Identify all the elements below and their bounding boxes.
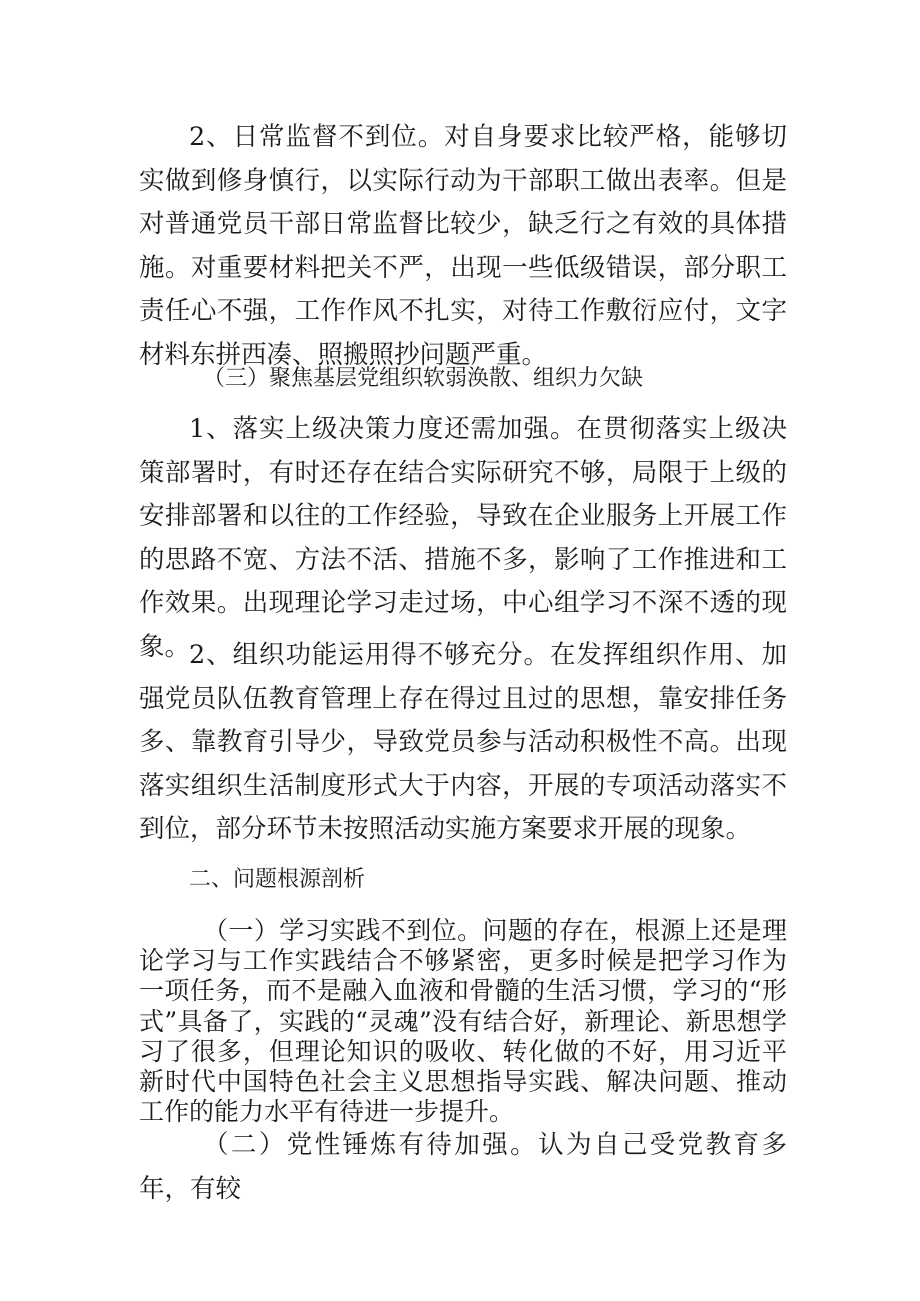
paragraph-organization-function: 2、组织功能运用得不够充分。在发挥组织作用、加强党员队伍教育管理上存在得过且过的思想，靠安排任务多、靠教育引导少，导致党员参与活动积极性不高。出现落实组织生活制度形式大于内容，开展的专项活动落实不到位，部分环节未按照活动实施方案要求开展的现象。 xyxy=(139,640,787,844)
paragraph-study-practice: （一）学习实践不到位。问题的存在，根源上还是理论学习与工作实践结合不够紧密，更多时候是把学习作为一项任务，而不是融入血液和骨髓的生活习惯，学习的“形式”具备了，实践的“灵魂”没有结合好，新理论、新思想学习了很多，但理论知识的吸收、转化做的不好，用习近平新时代中国特色社会主义思想指导实践、解决问题、推动工作的能力水平有待进一步提升。 xyxy=(139,916,787,1127)
paragraph-party-spirit: （二）党性锤炼有待加强。认为自己受党教育多年，有较 xyxy=(139,1130,787,1204)
section-heading-grassroots-organization: （三）聚焦基层党组织软弱涣散、组织力欠缺 xyxy=(203,366,644,391)
paragraph-daily-supervision: 2、日常监督不到位。对自身要求比较严格，能够切实做到修身慎行，以实际行动为干部职工做出表率。但是对普通党员干部日常监督比较少，缺乏行之有效的具体措施。对重要材料把关不严，出现一些低级错误，部分职工责任心不强，工作作风不扎实，对待工作敷衍应付，文字材料东拼西凑、照搬照抄问题严重。 xyxy=(139,122,787,370)
paragraph-implement-decisions: 1、落实上级决策力度还需加强。在贯彻落实上级决策部署时，有时还存在结合实际研究不够，局限于上级的安排部署和以往的工作经验，导致在企业服务上开展工作的思路不宽、方法不活、措施不多，影响了工作推进和工作效果。出现理论学习走过场，中心组学习不深不透的现象。 xyxy=(139,414,787,662)
section-heading-root-cause-analysis: 二、问题根源剖析 xyxy=(189,867,366,892)
